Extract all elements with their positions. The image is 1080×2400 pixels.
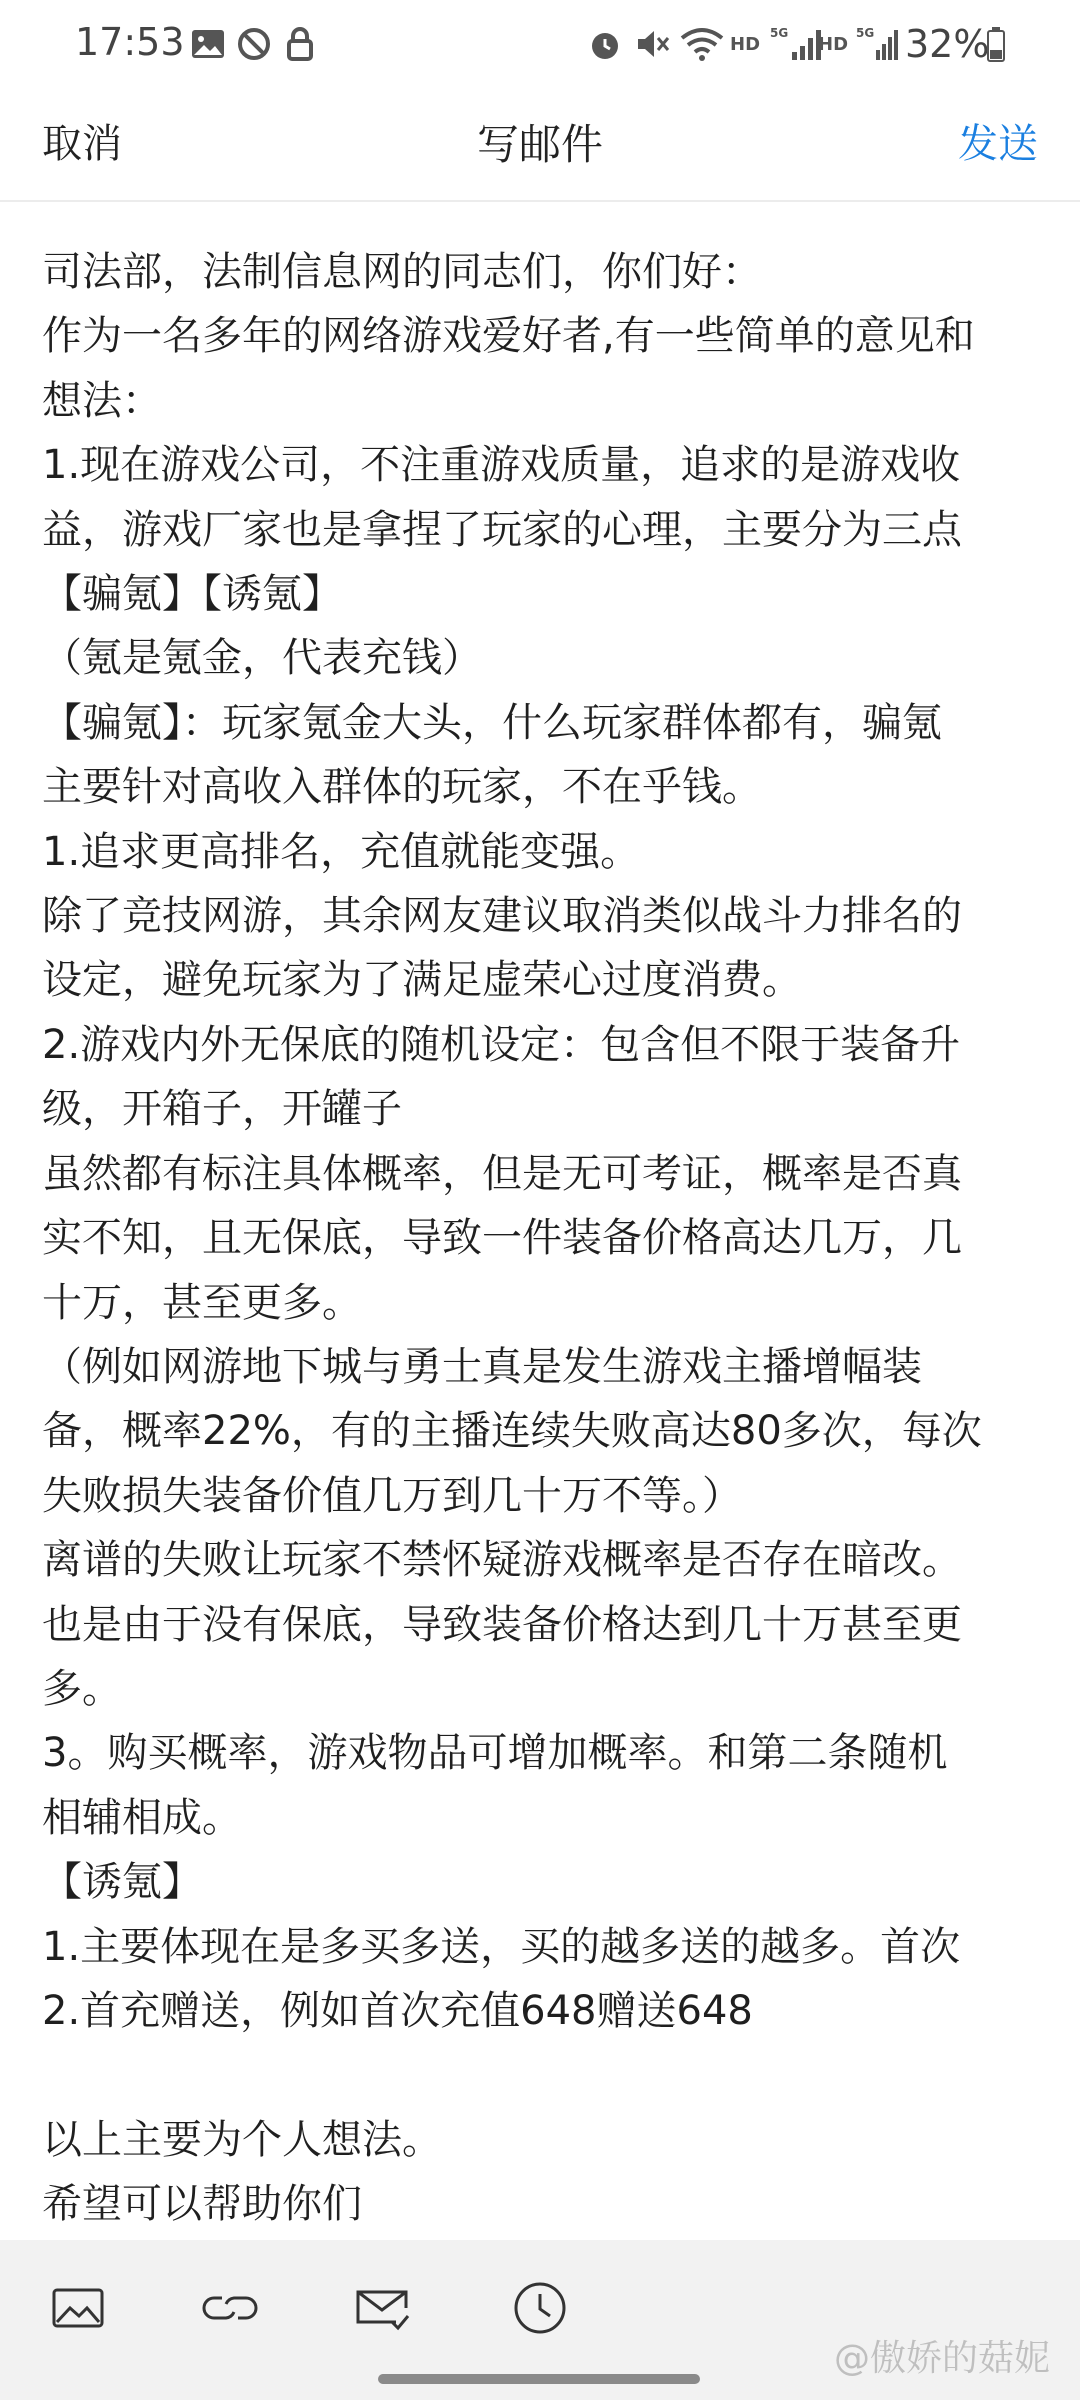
body-line: 【诱氪】 <box>42 1859 202 1906</box>
clock-icon[interactable] <box>510 2278 570 2338</box>
battery-percent: 32% <box>905 22 990 66</box>
link-icon[interactable] <box>200 2278 260 2338</box>
body-line: 1.主要体现在是多买多送，买的越多送的越多。首次 <box>42 1923 961 1970</box>
body-line: 以上主要为个人想法。 <box>42 2116 442 2163</box>
body-line: 作为一名多年的网络游戏爱好者,有一些简单的意见和 <box>42 313 975 360</box>
body-line: 多。 <box>42 1665 122 1712</box>
signal-icon-2 <box>856 24 900 64</box>
body-line: 司法部，法制信息网的同志们，你们好： <box>42 249 762 295</box>
body-line: （氪是氪金，代表充钱） <box>42 635 482 682</box>
home-indicator[interactable] <box>378 2374 700 2384</box>
alarm-icon <box>585 24 625 64</box>
no-location-icon <box>234 24 274 64</box>
svg-text:5G: 5G <box>856 26 875 40</box>
signal-icon <box>770 24 822 64</box>
status-bar <box>0 0 1080 90</box>
body-line: 益，游戏厂家也是拿捏了玩家的心理，主要分为三点 <box>42 506 962 553</box>
body-line: 离谱的失败让玩家不禁怀疑游戏概率是否存在暗改。 <box>42 1537 962 1584</box>
page-title: 写邮件 <box>476 120 603 169</box>
body-line: 2.游戏内外无保底的随机设定：包含但不限于装备升 <box>42 1021 961 1068</box>
send-button[interactable]: 发送 <box>958 121 1038 167</box>
body-line: 想法： <box>42 377 162 424</box>
body-line: 【骗氪】：玩家氪金大头，什么玩家群体都有，骗氪 <box>42 699 942 746</box>
body-line: 主要针对高收入群体的玩家，不在乎钱。 <box>42 764 762 811</box>
image-icon[interactable] <box>48 2278 108 2338</box>
image-icon <box>188 24 228 64</box>
body-line: （例如网游地下城与勇士真是发生游戏主播增幅装 <box>42 1343 922 1390</box>
lock-icon <box>280 24 320 64</box>
body-line <box>42 2043 1052 2107</box>
body-line: 除了竞技网游，其余网友建议取消类似战斗力排名的 <box>42 893 962 940</box>
compose-header <box>0 90 1080 202</box>
body-line: 希望可以帮助你们 <box>42 2181 362 2228</box>
body-line: 级，开箱子，开罐子 <box>42 1086 402 1133</box>
hd-label-2: HD <box>818 34 849 55</box>
status-time: 17:53 <box>75 20 185 64</box>
body-line: 【骗氪】【诱氪】 <box>42 571 342 618</box>
email-body[interactable] <box>42 240 1052 2237</box>
body-line: 虽然都有标注具体概率，但是无可考证，概率是否真 <box>42 1150 962 1197</box>
body-line: 也是由于没有保底，导致装备价格达到几十万甚至更 <box>42 1601 962 1648</box>
body-line: 实不知，且无保底，导致一件装备价格高达几万，几 <box>42 1215 962 1262</box>
cancel-button[interactable]: 取消 <box>42 121 122 167</box>
watermark: @傲娇的菇妮 <box>833 2338 1050 2379</box>
svg-text:5G: 5G <box>770 26 789 40</box>
body-line: 相辅相成。 <box>42 1794 242 1841</box>
mute-icon <box>632 24 672 64</box>
body-line: 3。购买概率，游戏物品可增加概率。和第二条随机 <box>42 1730 948 1777</box>
body-line: 1.追求更高排名，充值就能变强。 <box>42 828 641 875</box>
body-line: 1.现在游戏公司，不注重游戏质量，追求的是游戏收 <box>42 442 961 489</box>
body-line: 十万，甚至更多。 <box>42 1279 362 1326</box>
body-line: 设定，避免玩家为了满足虚荣心过度消费。 <box>42 957 802 1004</box>
wifi-icon <box>678 24 726 64</box>
battery-icon <box>986 24 1006 64</box>
mail-check-icon[interactable] <box>352 2278 412 2338</box>
body-line: 备，概率22%，有的主播连续失败高达80多次，每次 <box>42 1408 982 1455</box>
body-line: 2.首充赠送，例如首次充值648赠送648 <box>42 1987 753 2034</box>
body-line: 失败损失装备价值几万到几十万不等。） <box>42 1472 742 1519</box>
hd-label: HD <box>730 34 761 55</box>
